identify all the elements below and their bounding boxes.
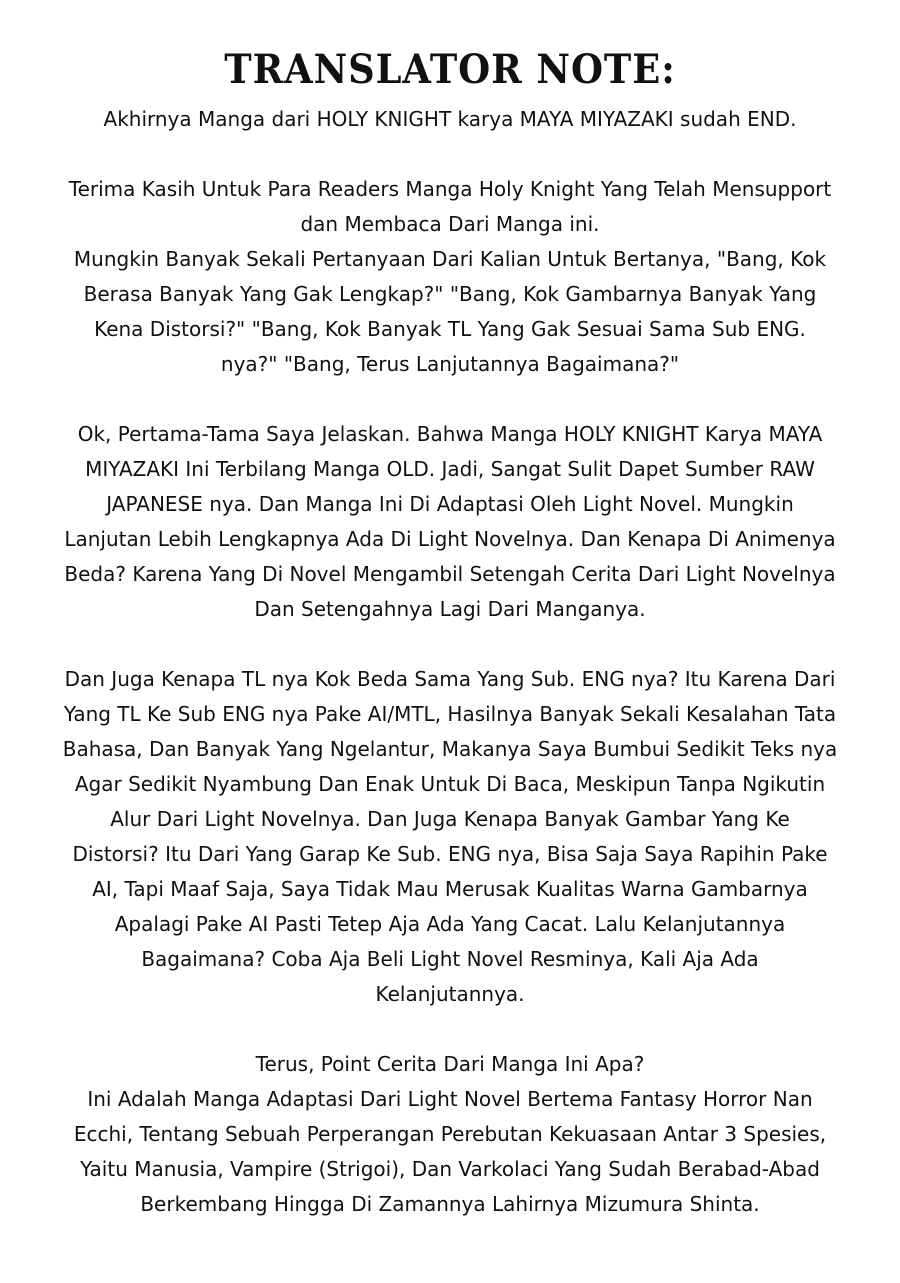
note-line: Mungkin Banyak Sekali Pertanyaan Dari Kalian Untuk Bertanya, "Bang, Kok: [73, 247, 827, 271]
note-line: Ini Adalah Manga Adaptasi Dari Light Novel Bertema Fantasy Horror Nan: [87, 1087, 813, 1111]
note-line: Terima Kasih Untuk Para Readers Manga Holy Knight Yang Telah Mensupport: [68, 177, 832, 201]
note-line: MIYAZAKI Ini Terbilang Manga OLD. Jadi, Sangat Sulit Dapet Sumber RAW: [85, 457, 815, 481]
note-line: nya?" "Bang, Terus Lanjutannya Bagaimana?": [220, 352, 680, 376]
note-line: dan Membaca Dari Manga ini.: [300, 212, 600, 236]
note-line: Alur Dari Light Novelnya. Dan Juga Kenapa Banyak Gambar Yang Ke: [110, 807, 790, 831]
note-line: Agar Sedikit Nyambung Dan Enak Untuk Di Baca, Meskipun Tanpa Ngikutin: [74, 772, 826, 796]
blank-line: [10, 137, 890, 172]
note-line: Kelanjutannya.: [375, 982, 525, 1006]
blank-line: [10, 627, 890, 662]
note-line: Yang TL Ke Sub ENG nya Pake AI/MTL, Hasilnya Banyak Sekali Kesalahan Tata: [63, 702, 837, 726]
note-line: Dan Setengahnya Lagi Dari Manganya.: [254, 597, 646, 621]
blank-line: [10, 1012, 890, 1047]
note-line: Bahasa, Dan Banyak Yang Ngelantur, Makanya Saya Bumbui Sedikit Teks nya: [62, 737, 838, 761]
note-line: Bagaimana? Coba Aja Beli Light Novel Resminya, Kali Aja Ada: [141, 947, 759, 971]
note-line: Terus, Point Cerita Dari Manga Ini Apa?: [255, 1052, 645, 1076]
note-line: Berkembang Hingga Di Zamannya Lahirnya Mizumura Shinta.: [140, 1192, 760, 1216]
note-line: Ok, Pertama-Tama Saya Jelaskan. Bahwa Manga HOLY KNIGHT Karya MAYA: [77, 422, 823, 446]
note-line: Berasa Banyak Yang Gak Lengkap?" "Bang, Kok Gambarnya Banyak Yang: [83, 282, 817, 306]
note-line: Ecchi, Tentang Sebuah Perperangan Perebutan Kekuasaan Antar 3 Spesies,: [73, 1122, 827, 1146]
note-line: Kena Distorsi?" "Bang, Kok Banyak TL Yang Gak Sesuai Sama Sub ENG.: [94, 317, 806, 341]
note-line: Beda? Karena Yang Di Novel Mengambil Setengah Cerita Dari Light Novelnya: [64, 562, 836, 586]
note-line: Apalagi Pake AI Pasti Tetep Aja Ada Yang Cacat. Lalu Kelanjutannya: [114, 912, 786, 936]
note-line: Lanjutan Lebih Lengkapnya Ada Di Light Novelnya. Dan Kenapa Di Animenya: [64, 527, 836, 551]
page-title: TRANSLATOR NOTE:: [224, 46, 676, 93]
note-line: JAPANESE nya. Dan Manga Ini Di Adaptasi Oleh Light Novel. Mungkin: [106, 492, 794, 516]
note-line: Distorsi? Itu Dari Yang Garap Ke Sub. ENG nya, Bisa Saja Saya Rapihin Pake: [72, 842, 828, 866]
blank-line: [10, 382, 890, 417]
note-body: [10, 102, 890, 1222]
note-line: AI, Tapi Maaf Saja, Saya Tidak Mau Merusak Kualitas Warna Gambarnya: [92, 877, 808, 901]
note-line: Yaitu Manusia, Vampire (Strigoi), Dan Varkolaci Yang Sudah Berabad-Abad: [80, 1157, 820, 1181]
note-line: Akhirnya Manga dari HOLY KNIGHT karya MAYA MIYAZAKI sudah END.: [103, 107, 797, 131]
note-line: Dan Juga Kenapa TL nya Kok Beda Sama Yang Sub. ENG nya? Itu Karena Dari: [64, 667, 836, 691]
